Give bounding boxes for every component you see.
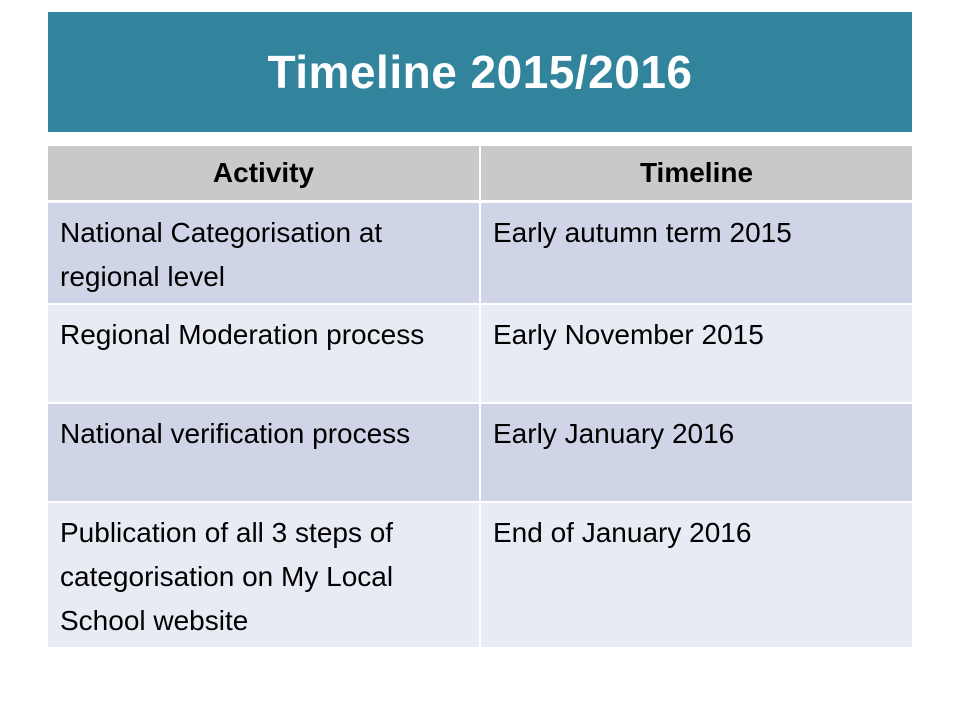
activity-cell: Publication of all 3 steps of categorisation on My Local School website	[48, 502, 480, 648]
header-activity: Activity	[48, 146, 480, 202]
timeline-cell: Early autumn term 2015	[480, 202, 912, 305]
table-row	[48, 403, 912, 502]
timeline-cell: End of January 2016	[480, 502, 912, 648]
table-row	[48, 202, 912, 305]
timeline-cell: Early November 2015	[480, 304, 912, 403]
slide-title: Timeline 2015/2016	[267, 46, 693, 98]
timeline-table	[48, 146, 912, 649]
table-row	[48, 304, 912, 403]
header-timeline: Timeline	[480, 146, 912, 202]
activity-cell: Regional Moderation process	[48, 304, 480, 403]
table-header-row	[48, 146, 912, 202]
table-row	[48, 502, 912, 648]
title-bar	[48, 12, 912, 132]
activity-cell: National Categorisation at regional level	[48, 202, 480, 305]
activity-cell: National verification process	[48, 403, 480, 502]
timeline-table-container	[48, 146, 912, 649]
timeline-cell: Early January 2016	[480, 403, 912, 502]
